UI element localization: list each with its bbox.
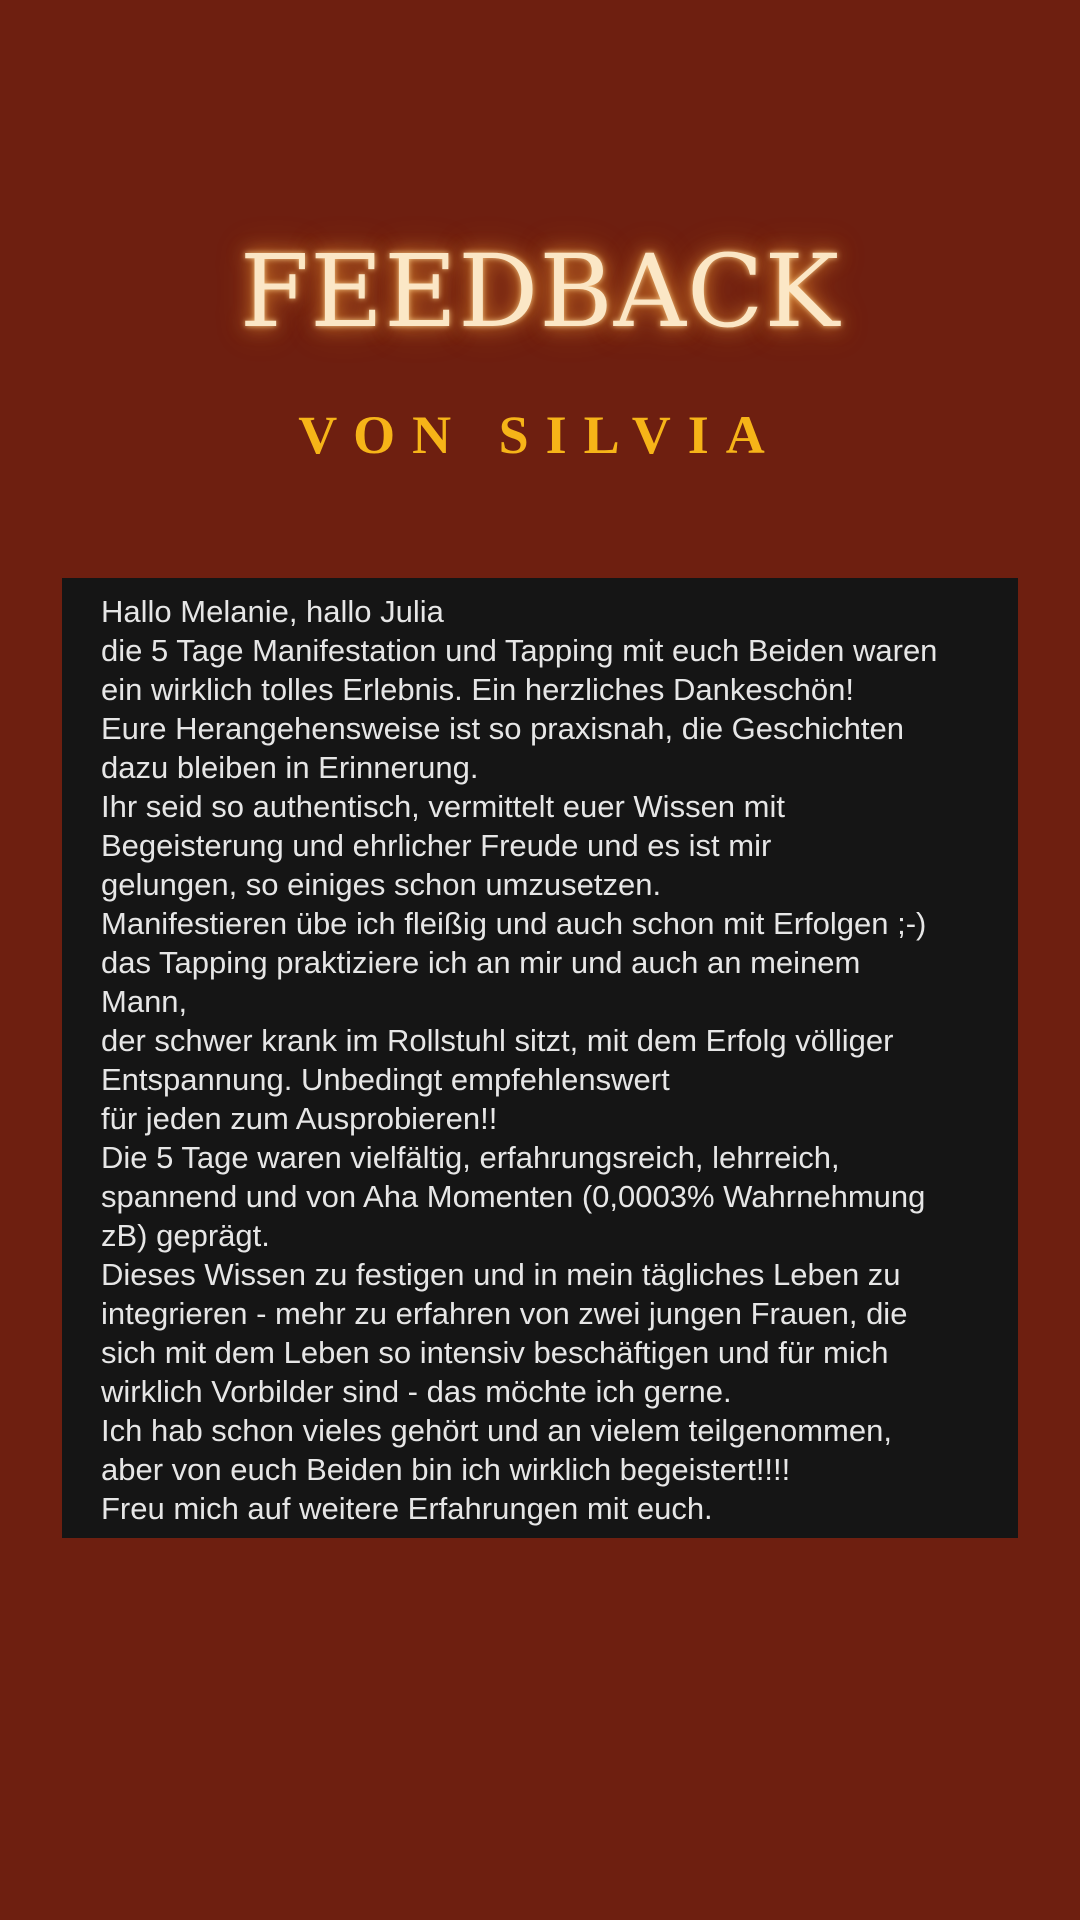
testimonial-line: Mann,	[101, 984, 188, 1019]
testimonial-line: der schwer krank im Rollstuhl sitzt, mit dem Erfolg völliger	[101, 1023, 894, 1058]
testimonial-line: sich mit dem Leben so intensiv beschäftigen und für mich	[101, 1335, 889, 1370]
testimonial-line: Freu mich auf weitere Erfahrungen mit euch.	[101, 1491, 713, 1526]
testimonial-line: dazu bleiben in Erinnerung.	[101, 750, 479, 785]
testimonial-line: Ich hab schon vieles gehört und an vielem teilgenommen,	[101, 1413, 892, 1448]
testimonial-line: gelungen, so einiges schon umzusetzen.	[101, 867, 662, 902]
page-subtitle: VON SILVIA	[298, 405, 782, 465]
testimonial-line: Dieses Wissen zu festigen und in mein tägliches Leben zu	[101, 1257, 901, 1292]
testimonial-line: spannend und von Aha Momenten (0,0003% Wahrnehmung	[101, 1179, 926, 1214]
testimonial-line: für jeden zum Ausprobieren!!	[101, 1101, 498, 1136]
testimonial-line: Begeisterung und ehrlicher Freude und es ist mir	[101, 828, 772, 863]
testimonial-line: Ihr seid so authentisch, vermittelt euer Wissen mit	[101, 789, 785, 824]
testimonial-card[interactable]	[62, 578, 1018, 1538]
testimonial-line: wirklich Vorbilder sind - das möchte ich gerne.	[101, 1374, 732, 1409]
testimonial-line: integrieren - mehr zu erfahren von zwei jungen Frauen, die	[101, 1296, 908, 1331]
testimonial-line: Hallo Melanie, hallo Julia	[101, 594, 444, 629]
page-title: FEEDBACK	[239, 233, 841, 350]
testimonial-line: Manifestieren übe ich fleißig und auch schon mit Erfolgen ;-)	[101, 906, 927, 941]
testimonial-line: das Tapping praktiziere ich an mir und auch an meinem	[101, 945, 861, 980]
testimonial-line: zB) geprägt.	[101, 1218, 270, 1253]
testimonial-line: Entspannung. Unbedingt empfehlenswert	[101, 1062, 670, 1097]
testimonial-line: die 5 Tage Manifestation und Tapping mit euch Beiden waren	[101, 633, 938, 668]
testimonial-line: ein wirklich tolles Erlebnis. Ein herzliches Dankeschön!	[101, 672, 854, 707]
testimonial-line: Eure Herangehensweise ist so praxisnah, die Geschichten	[101, 711, 905, 746]
testimonial-line: Die 5 Tage waren vielfältig, erfahrungsreich, lehrreich,	[101, 1140, 840, 1175]
testimonial-line: aber von euch Beiden bin ich wirklich begeistert!!!!	[101, 1452, 791, 1487]
testimonial-text	[101, 592, 1013, 1528]
